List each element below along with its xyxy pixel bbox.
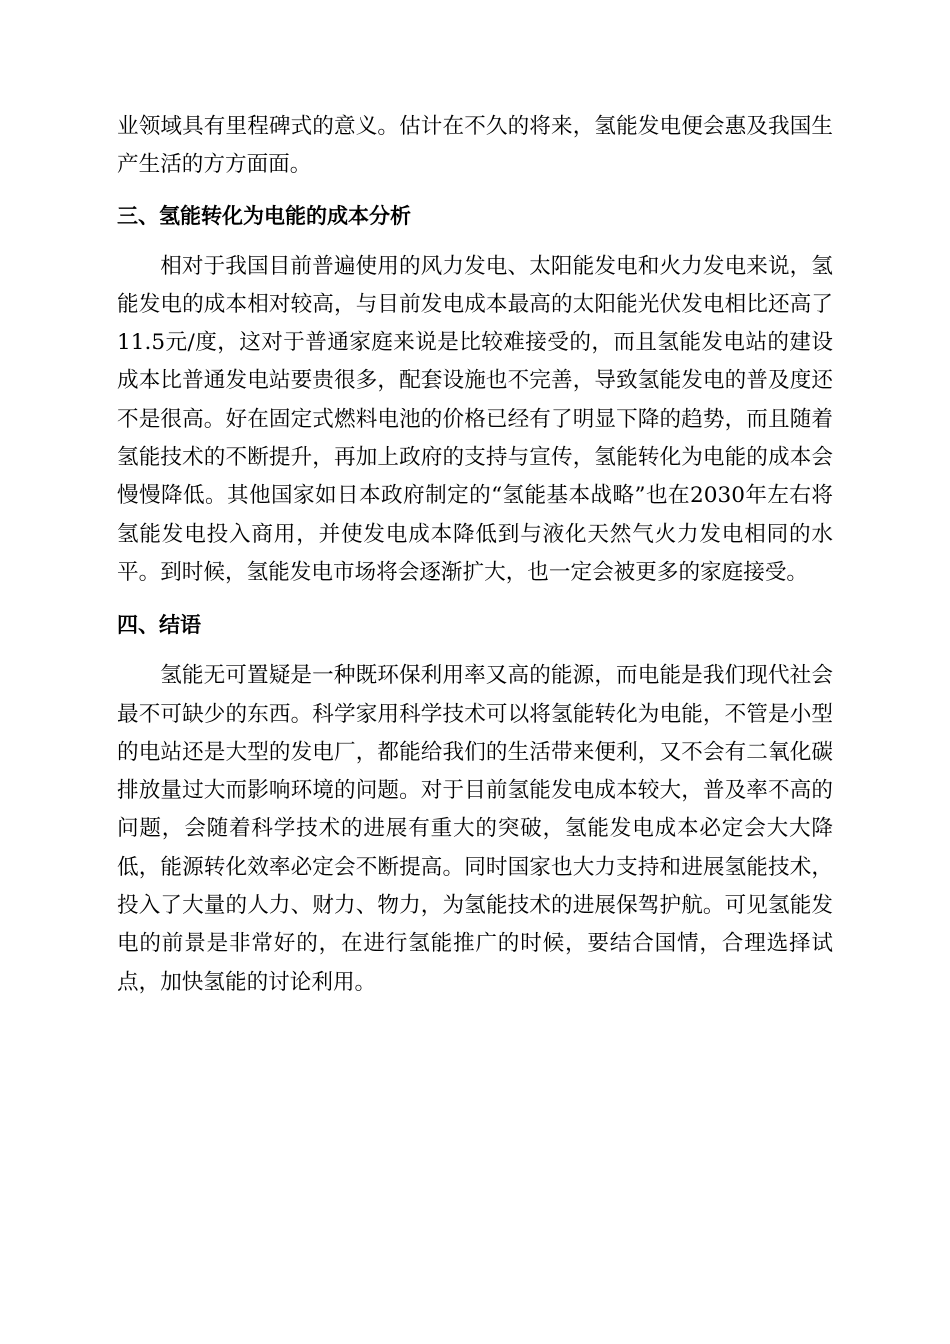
continued-paragraph: 业领域具有里程碑式的意义。估计在不久的将来，氢能发电便会惠及我国生产生活的方方面面。 — [117, 114, 833, 178]
conclusion-paragraph: 氢能无可置疑是一种既环保利用率又高的能源，而电能是我们现代社会最不可缺少的东西。科学家用科学技术可以将氢能转化为电能，不管是小型的电站还是大型的发电厂，都能给我们的生活带来便利，又不会有二氧化碳排放量过大而影响环境的问题。对于目前氢能发电成本较大，普及率不高的问题，会随着科学技术的进展有重大的突破，氢能发电成本必定会大大降低，能源转化效率必定会不断提高。同时国家也大力支持和进展氢能技术，投入了大量的人力、财力、物力，为氢能技术的进展保驾护航。可见氢能发电的前景是非常好的，在进行氢能推广的时候，要结合国情，合理选择试点，加快氢能的讨论利用。 — [117, 663, 833, 995]
document-page — [117, 108, 833, 1002]
cost-analysis-paragraph: 相对于我国目前普遍使用的风力发电、太阳能发电和火力发电来说，氢能发电的成本相对较高，与目前发电成本最高的太阳能光伏发电相比还高了11.5元/度，这对于普通家庭来说是比较难接受的，而且氢能发电站的建设成本比普通发电站要贵很多，配套设施也不完善，导致氢能发电的普及度还不是很高。好在固定式燃料电池的价格已经有了明显下降的趋势，而且随着氢能技术的不断提升，再加上政府的支持与宣传，氢能转化为电能的成本会慢慢降低。其他国家如日本政府制定的“氢能基本战略”也在2030年左右将氢能发电投入商用，并使发电成本降低到与液化天然气火力发电相同的水平。到时候，氢能发电市场将会逐渐扩大，也一定会被更多的家庭接受。 — [117, 253, 833, 585]
section-heading-cost-analysis: 三、氢能转化为电能的成本分析 — [117, 203, 411, 228]
section-heading-conclusion: 四、结语 — [117, 613, 201, 638]
